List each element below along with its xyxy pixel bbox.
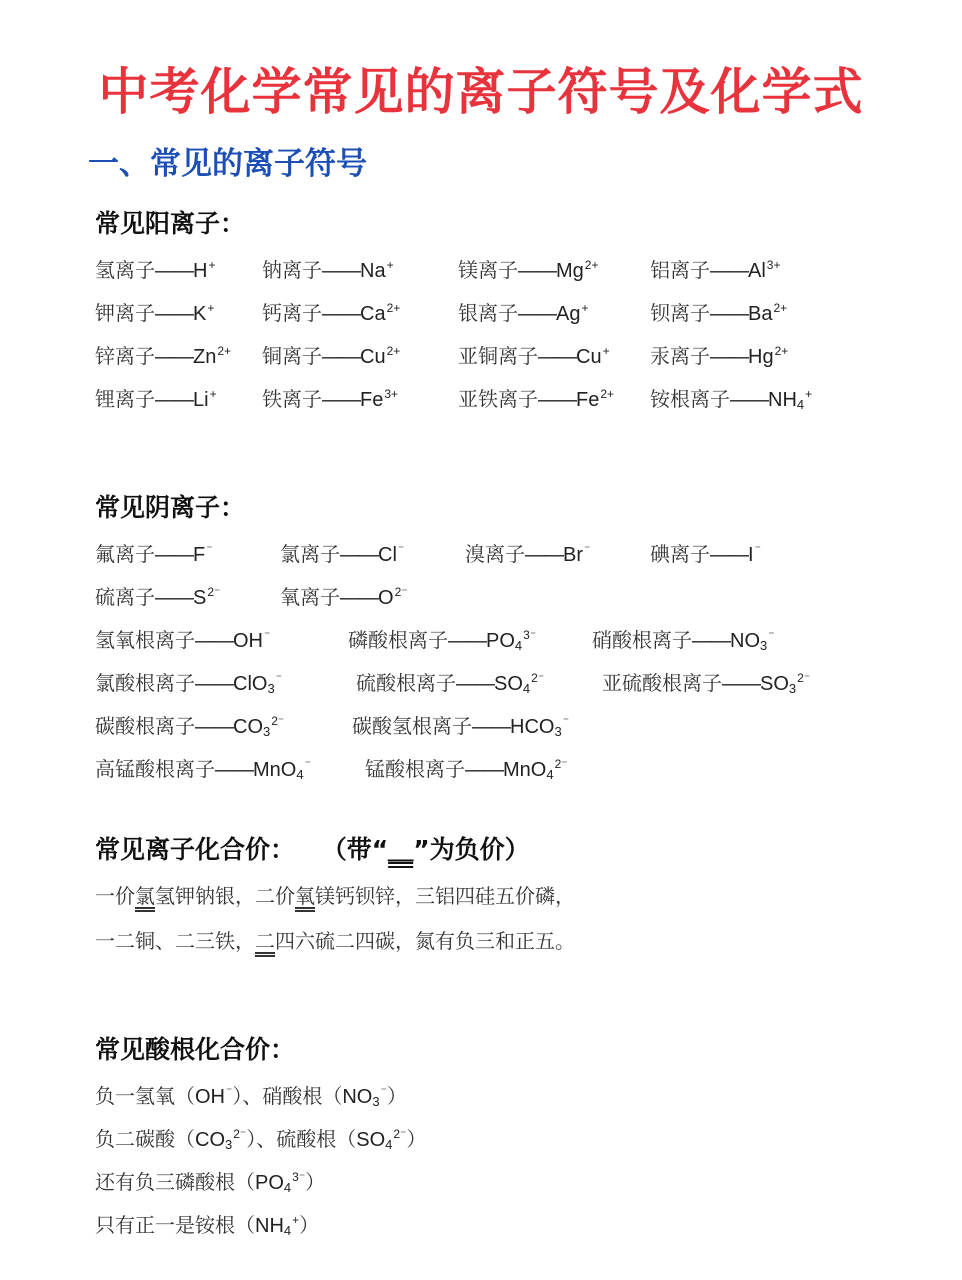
ion-charge: ⁻ — [768, 628, 775, 642]
ion-formula: S — [193, 587, 207, 609]
ion-separator: —— — [456, 673, 494, 695]
ion-charge: ⁻ — [397, 542, 405, 556]
acid-text: ） — [299, 1213, 320, 1237]
acid-radical-heading: 常见酸根化合价： — [95, 1035, 296, 1064]
ion-name: 碳酸根离子 — [95, 714, 195, 738]
acid-line — [95, 1123, 426, 1152]
ion-formula: PO — [255, 1172, 284, 1194]
ion-entry — [95, 538, 213, 567]
ion-charge: 2⁻ — [531, 671, 545, 685]
ion-subscript: 3 — [267, 681, 275, 696]
ion-name: 磷酸根离子 — [348, 628, 448, 652]
ion-entry — [95, 753, 311, 782]
acid-text: 负一氢氧（ — [95, 1084, 195, 1108]
ion-separator: —— — [525, 544, 563, 566]
ion-entry — [365, 753, 568, 782]
anions-heading: 常见阴离子： — [95, 493, 246, 522]
ion-entry — [95, 667, 282, 696]
ion-entry — [592, 624, 775, 653]
ion-entry — [95, 297, 214, 326]
ion-separator: —— — [195, 716, 233, 738]
page-title: 中考化学常见的离子符号及化学式 — [98, 63, 864, 121]
ion-charge: + — [209, 387, 217, 401]
ion-charge: ⁻ — [562, 714, 570, 728]
ion-formula: NH — [255, 1215, 284, 1237]
ion-separator: —— — [710, 303, 748, 325]
ion-name: 溴离子 — [465, 542, 525, 566]
acid-text: 只有正一是铵根（ — [95, 1213, 255, 1237]
ion-entry — [352, 710, 569, 739]
ion-separator: —— — [538, 389, 576, 411]
ion-charge: 2⁻ — [233, 1127, 247, 1141]
ion-formula: SO — [760, 673, 789, 695]
ion-formula: Al — [748, 260, 766, 282]
ion-separator: —— — [155, 389, 193, 411]
ion-separator: —— — [322, 346, 360, 368]
valence-rhyme-line-1: 一价氯氢钾钠银，二价氧镁钙钡锌，三铝四硅五价磷， — [95, 884, 575, 908]
ion-name: 碘离子 — [650, 542, 710, 566]
ion-name: 氧离子 — [280, 585, 340, 609]
ion-entry — [458, 254, 598, 283]
ion-formula: Cl — [378, 544, 397, 566]
ion-charge: ⁻ — [206, 542, 213, 556]
ion-formula: I — [748, 544, 754, 566]
ion-separator: —— — [340, 587, 378, 609]
ion-name: 银离子 — [458, 301, 518, 325]
ion-entry — [95, 340, 231, 369]
valence-rhyme-line-2: 一二铜、二三铁，二四六硫二四碳，氮有负三和正五。 — [95, 929, 575, 953]
ion-separator: —— — [155, 303, 193, 325]
ion-separator: —— — [518, 303, 556, 325]
ion-name: 钙离子 — [262, 301, 322, 325]
valence-heading-text: 常见离子化合价： — [95, 835, 296, 864]
ion-charge: ⁻ — [275, 671, 283, 685]
ion-entry — [280, 581, 408, 610]
ion-charge: 2+ — [773, 301, 788, 315]
ion-separator: —— — [710, 346, 748, 368]
ion-formula: Fe — [360, 389, 384, 411]
ion-separator: —— — [448, 630, 486, 652]
ion-subscript: 4 — [514, 638, 523, 653]
ion-subscript: 4 — [385, 1137, 393, 1152]
ion-charge: ⁻ — [754, 542, 761, 556]
ion-name: 锌离子 — [95, 344, 155, 368]
ion-separator: —— — [710, 260, 748, 282]
ion-name: 氢氧根离子 — [95, 628, 195, 652]
ion-charge: ⁻ — [304, 757, 311, 771]
ion-name: 亚铜离子 — [458, 344, 538, 368]
ion-separator: —— — [322, 389, 360, 411]
ion-charge: 2⁻ — [554, 757, 568, 771]
ion-entry — [650, 383, 812, 412]
ion-charge: + — [602, 344, 610, 358]
ion-separator: —— — [518, 260, 556, 282]
ion-formula: F — [193, 544, 206, 566]
ion-formula: Cu — [576, 346, 602, 368]
ion-separator: —— — [538, 346, 576, 368]
ion-separator: —— — [465, 759, 503, 781]
ion-name: 铜离子 — [262, 344, 322, 368]
ion-charge: 2⁻ — [797, 671, 811, 685]
ion-charge: 2+ — [584, 258, 599, 272]
ion-subscript: 4 — [522, 681, 531, 696]
ion-entry — [650, 254, 780, 283]
acid-line — [95, 1080, 407, 1109]
ion-formula: SO — [356, 1129, 386, 1151]
ion-formula: OH — [233, 630, 263, 652]
ion-charge: 2+ — [774, 344, 789, 358]
ion-separator: —— — [155, 587, 193, 609]
acid-text: ）、硝酸根（ — [232, 1084, 343, 1108]
ion-charge: + — [208, 258, 216, 272]
ion-name: 镁离子 — [458, 258, 518, 282]
ion-entry — [262, 297, 400, 326]
ion-charge: 2⁻ — [207, 585, 221, 599]
ion-entry — [650, 297, 787, 326]
ion-name: 汞离子 — [650, 344, 710, 368]
ion-charge: 2+ — [386, 344, 401, 358]
ion-formula: ClO — [233, 673, 268, 695]
ion-subscript: 3 — [788, 681, 797, 696]
ion-charge: + — [207, 301, 215, 315]
ion-formula: NH — [768, 389, 797, 411]
ion-charge: 2⁻ — [393, 1127, 407, 1141]
ion-name: 高锰酸根离子 — [95, 757, 215, 781]
ion-formula: Ca — [360, 303, 386, 325]
ion-charge: + — [292, 1213, 300, 1227]
ion-formula: PO — [486, 630, 515, 652]
ion-formula: Br — [563, 544, 583, 566]
ion-separator: —— — [730, 389, 768, 411]
ion-separator: —— — [155, 544, 193, 566]
ion-formula: NO — [730, 630, 760, 652]
ion-subscript: 3 — [554, 724, 562, 739]
ion-charge: 3⁻ — [523, 628, 537, 642]
acid-text: ）、硫酸根（ — [246, 1127, 357, 1151]
ion-charge: + — [386, 258, 394, 272]
ion-formula: MnO — [503, 759, 547, 781]
acid-text: 还有负三磷酸根（ — [95, 1170, 255, 1194]
ion-separator: —— — [215, 759, 253, 781]
ion-name: 铁离子 — [262, 387, 322, 411]
ion-separator: —— — [322, 303, 360, 325]
ion-charge: 2+ — [386, 301, 401, 315]
ion-subscript: 3 — [263, 724, 271, 739]
ion-name: 碳酸氢根离子 — [352, 714, 472, 738]
acid-text: ） — [386, 1084, 407, 1108]
ion-entry — [348, 624, 536, 653]
ion-name: 钡离子 — [650, 301, 710, 325]
section-title-ion-symbols: 一、常见的离子符号 — [88, 146, 367, 182]
ion-name: 氢离子 — [95, 258, 155, 282]
ion-entry — [95, 581, 220, 610]
ion-entry — [95, 383, 217, 412]
valence-note: （带“＿”为负价） — [321, 835, 530, 864]
ion-separator: —— — [340, 544, 378, 566]
ion-name: 钾离子 — [95, 301, 155, 325]
ion-formula: SO — [494, 673, 523, 695]
ion-subscript: 4 — [296, 767, 304, 782]
ion-subscript: 3 — [372, 1094, 380, 1109]
ion-separator: —— — [710, 544, 748, 566]
ion-entry — [465, 538, 590, 567]
ion-formula: Mg — [556, 260, 584, 282]
ion-name: 铵根离子 — [650, 387, 730, 411]
ion-entry — [95, 710, 284, 739]
ion-charge: ⁻ — [380, 1084, 387, 1098]
ion-name: 氯酸根离子 — [95, 671, 195, 695]
ion-subscript: 3 — [760, 638, 768, 653]
ion-separator: —— — [195, 673, 233, 695]
ion-subscript: 4 — [546, 767, 554, 782]
ion-name: 氟离子 — [95, 542, 155, 566]
ion-formula: K — [193, 303, 207, 325]
ion-charge: 3+ — [766, 258, 781, 272]
ion-separator: —— — [155, 260, 193, 282]
acid-text: ） — [305, 1170, 326, 1194]
ion-formula: Zn — [193, 346, 217, 368]
ion-name: 亚硫酸根离子 — [602, 671, 722, 695]
ion-formula: Ag — [556, 303, 581, 325]
acid-line — [95, 1209, 319, 1238]
ion-formula: CO — [233, 716, 263, 738]
ion-subscript: 4 — [283, 1223, 292, 1238]
ion-entry — [650, 538, 761, 567]
ion-separator: —— — [322, 260, 360, 282]
ion-separator: —— — [472, 716, 510, 738]
ion-formula: O — [378, 587, 394, 609]
ion-subscript: 4 — [796, 397, 805, 412]
ion-name: 锂离子 — [95, 387, 155, 411]
ion-entry — [602, 667, 810, 696]
ion-entry — [458, 383, 614, 412]
acid-text: ） — [406, 1127, 427, 1151]
ion-name: 硫酸根离子 — [356, 671, 456, 695]
ion-entry — [262, 254, 394, 283]
ion-name: 钠离子 — [262, 258, 322, 282]
ion-formula: Na — [360, 260, 386, 282]
ion-charge: 3⁻ — [292, 1170, 306, 1184]
ion-entry — [458, 297, 588, 326]
ion-separator: —— — [722, 673, 760, 695]
cations-heading: 常见阳离子： — [95, 209, 246, 238]
ion-formula: Li — [193, 389, 209, 411]
ion-separator: —— — [692, 630, 730, 652]
ion-charge: ⁻ — [584, 542, 591, 556]
ion-formula: MnO — [253, 759, 297, 781]
ion-charge: 3+ — [384, 387, 399, 401]
ion-entry — [650, 340, 788, 369]
ion-formula: Ba — [748, 303, 773, 325]
ion-entry — [458, 340, 610, 369]
ion-separator: —— — [155, 346, 193, 368]
ion-charge: + — [805, 387, 813, 401]
ion-name: 铝离子 — [650, 258, 710, 282]
ion-formula: Fe — [576, 389, 600, 411]
ion-formula: Hg — [748, 346, 774, 368]
ion-entry — [262, 383, 398, 412]
ion-name: 亚铁离子 — [458, 387, 538, 411]
acid-text: 负二碳酸（ — [95, 1127, 195, 1151]
ion-charge: 2⁻ — [394, 585, 408, 599]
ion-entry — [95, 624, 270, 653]
ion-name: 锰酸根离子 — [365, 757, 465, 781]
ion-charge: + — [581, 301, 589, 315]
ion-formula: H — [193, 260, 208, 282]
ion-entry — [356, 667, 544, 696]
underline-mark: ＿ — [388, 835, 414, 864]
ion-charge: 2+ — [217, 344, 232, 358]
ion-formula: CO — [195, 1129, 225, 1151]
acid-line — [95, 1166, 325, 1195]
ion-entry — [95, 254, 215, 283]
ion-entry — [262, 340, 400, 369]
ion-formula: HCO — [510, 716, 555, 738]
ion-formula: NO — [342, 1086, 373, 1108]
ion-entry — [280, 538, 404, 567]
ion-subscript: 3 — [225, 1137, 233, 1152]
ion-formula: OH — [195, 1086, 225, 1108]
ion-separator: —— — [195, 630, 233, 652]
ion-charge: 2⁻ — [271, 714, 285, 728]
ion-formula: Cu — [360, 346, 386, 368]
ion-name: 硝酸根离子 — [592, 628, 692, 652]
ion-name: 硫离子 — [95, 585, 155, 609]
ion-charge: ⁻ — [226, 1084, 233, 1098]
ion-name: 氯离子 — [280, 542, 340, 566]
ion-charge: 2+ — [600, 387, 615, 401]
valence-heading — [95, 830, 530, 866]
ion-charge: ⁻ — [264, 628, 271, 642]
ion-subscript: 4 — [283, 1180, 292, 1195]
